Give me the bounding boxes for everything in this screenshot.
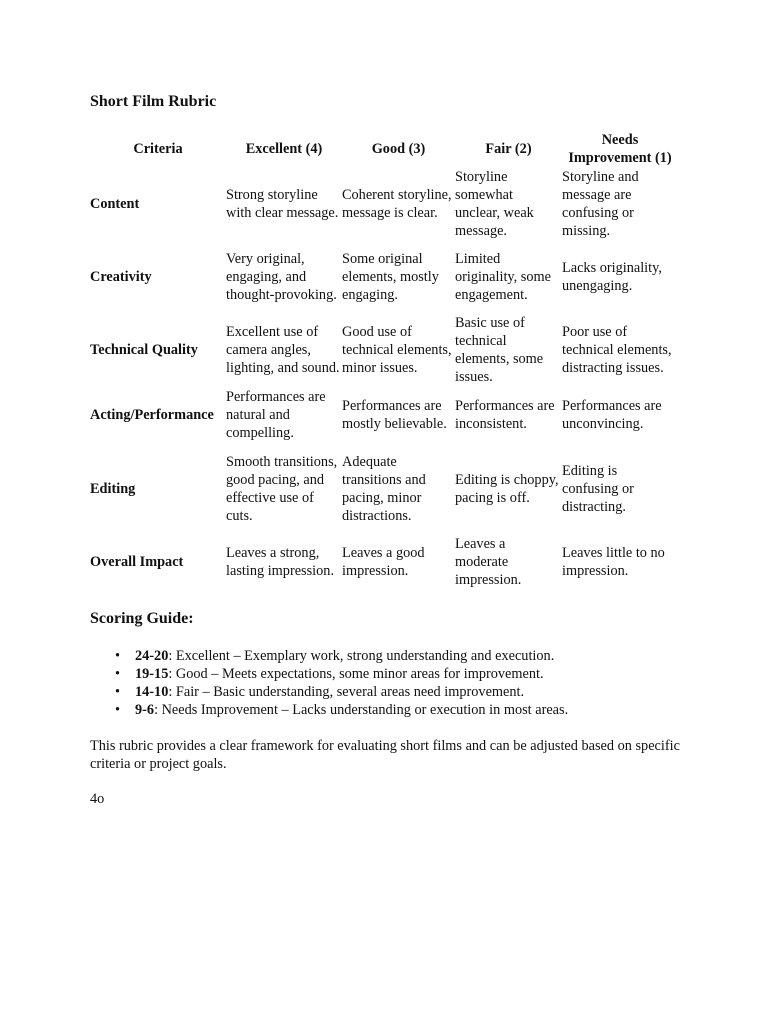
- criteria-cell: Editing: [90, 481, 136, 497]
- criteria-cell: Acting/Performance: [90, 407, 214, 423]
- good-cell: Coherent storyline, message is clear.: [342, 187, 452, 221]
- fair-cell: Leaves a moderate impression.: [455, 536, 522, 588]
- criteria-cell: Technical Quality: [90, 342, 198, 358]
- excellent-cell: Strong storyline with clear message.: [226, 187, 339, 221]
- criteria-cell: Creativity: [90, 269, 152, 285]
- table-header-row: [90, 130, 678, 168]
- needs-improvement-cell: Editing is confusing or distracting.: [562, 463, 634, 515]
- score-range: 9-6: [135, 702, 155, 718]
- needs-improvement-cell: Poor use of technical elements, distracting issues.: [562, 324, 672, 376]
- bullet-icon: •: [115, 702, 121, 718]
- excellent-cell: Excellent use of camera angles, lighting, and sound.: [226, 324, 340, 376]
- column-header-fair: Fair (2): [485, 141, 532, 157]
- table-row: [90, 534, 678, 590]
- table-row: [90, 444, 678, 534]
- score-range: 14-10: [135, 684, 169, 700]
- scoring-guide-heading: Scoring Guide:: [90, 610, 194, 627]
- fair-cell: Limited originality, some engagement.: [455, 251, 551, 303]
- needs-improvement-cell: Lacks originality, unengaging.: [562, 260, 662, 294]
- column-header-good: Good (3): [371, 141, 426, 157]
- score-description: : Fair – Basic understanding, several areas need improvement.: [168, 684, 525, 700]
- criteria-cell: Overall Impact: [90, 554, 184, 570]
- score-description: : Needs Improvement – Lacks understanding or execution in most areas.: [154, 702, 569, 718]
- good-cell: Adequate transitions and pacing, minor distractions.: [342, 454, 426, 524]
- score-range: 24-20: [135, 648, 169, 664]
- good-cell: Good use of technical elements, minor issues.: [342, 324, 452, 376]
- needs-improvement-cell: Leaves little to no impression.: [562, 545, 665, 579]
- summary-paragraph: This rubric provides a clear framework for evaluating short films and can be adjusted based on specific criteria or project goals.: [90, 738, 680, 772]
- model-label: 4o: [90, 791, 105, 807]
- excellent-cell: Performances are natural and compelling.: [226, 389, 326, 441]
- table-row: [90, 386, 678, 444]
- fair-cell: Editing is choppy, pacing is off.: [455, 472, 559, 506]
- bullet-icon: •: [115, 666, 121, 682]
- criteria-cell: Content: [90, 196, 140, 212]
- scoring-guide-list: [90, 647, 690, 719]
- bullet-icon: •: [115, 684, 121, 700]
- score-description: : Good – Meets expectations, some minor areas for improvement.: [168, 666, 544, 682]
- good-cell: Some original elements, mostly engaging.: [342, 251, 439, 303]
- table-row: [90, 168, 678, 240]
- fair-cell: Basic use of technical elements, some issues.: [455, 315, 544, 385]
- column-header-criteria: Criteria: [133, 141, 183, 157]
- excellent-cell: Leaves a strong, lasting impression.: [226, 545, 335, 579]
- score-description: : Excellent – Exemplary work, strong understanding and execution.: [168, 648, 555, 664]
- page-title: Short Film Rubric: [90, 93, 217, 110]
- list-item: [90, 665, 690, 683]
- table-row: [90, 314, 678, 386]
- good-cell: Performances are mostly believable.: [342, 398, 447, 432]
- score-range: 19-15: [135, 666, 169, 682]
- column-header-excellent: Excellent (4): [245, 141, 323, 157]
- table-row: [90, 240, 678, 314]
- rubric-table: [90, 130, 678, 590]
- needs-improvement-cell: Storyline and message are confusing or missing.: [562, 169, 639, 239]
- column-header-needs-improvement: Needs Improvement (1): [568, 132, 672, 166]
- list-item: [90, 683, 690, 701]
- good-cell: Leaves a good impression.: [342, 545, 425, 579]
- bullet-icon: •: [115, 648, 121, 664]
- list-item: [90, 701, 690, 719]
- fair-cell: Performances are inconsistent.: [455, 398, 555, 432]
- needs-improvement-cell: Performances are unconvincing.: [562, 398, 662, 432]
- fair-cell: Storyline somewhat unclear, weak message.: [455, 169, 534, 239]
- excellent-cell: Smooth transitions, good pacing, and effective use of cuts.: [226, 454, 338, 524]
- list-item: [90, 647, 690, 665]
- excellent-cell: Very original, engaging, and thought-provoking.: [226, 251, 337, 303]
